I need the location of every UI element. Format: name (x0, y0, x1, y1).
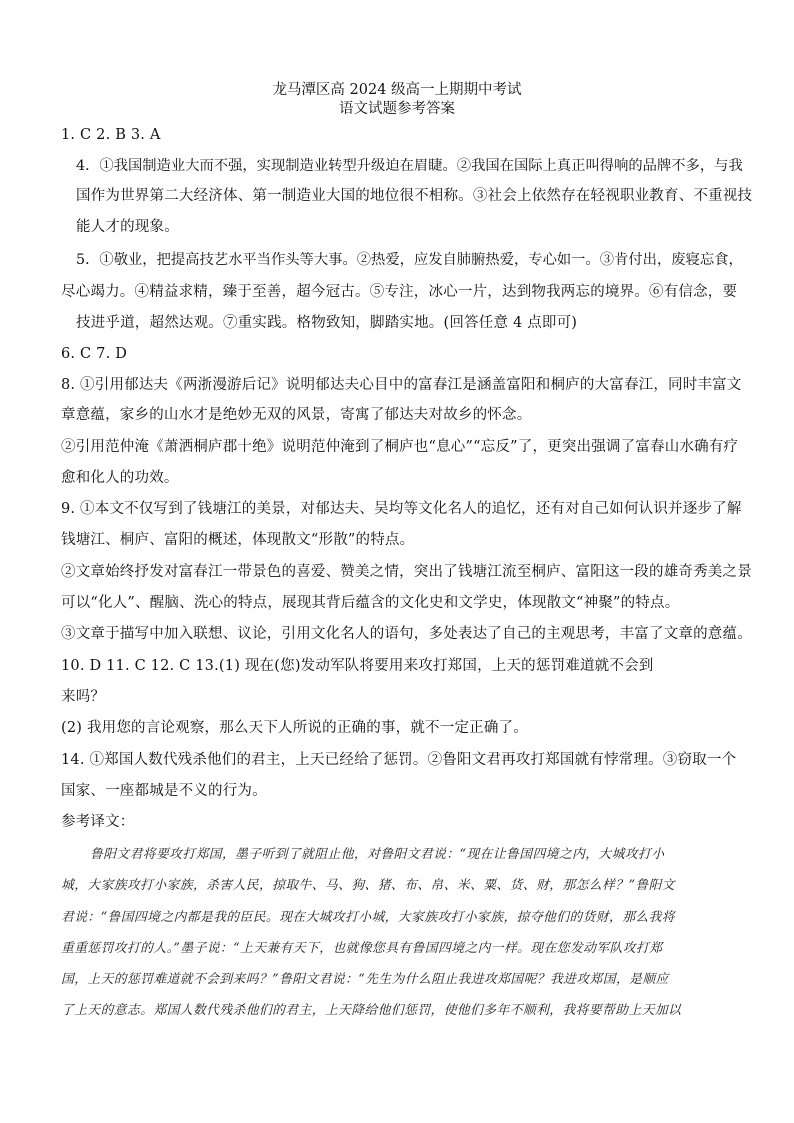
answer-line: 5．①敬业，把提高技艺水平当作头等大事。②热爱，应发自肺腑热爱，专心如一。③肯付出，废寝忘食， (76, 252, 743, 268)
answer-line: 4．①我国制造业大而不强，实现制造业转型升级迫在眉睫。②我国在国际上真正叫得响的品牌不多，与我 (76, 158, 743, 174)
answer-line: 1. C 2. B 3. A (61, 127, 161, 143)
answer-line: 能人才的现象。 (76, 219, 179, 235)
document-title: 龙马潭区高 2024 级高一上期期中考试 (272, 82, 522, 98)
answer-line: 9. ①本文不仅写到了钱塘江的美景，对郁达夫、吴均等文化名人的追忆，还有对自己如何认识并逐步了解 (61, 501, 742, 517)
answer-line: 愈和化人的功效。 (61, 470, 179, 486)
answer-line: 来吗？ (61, 689, 106, 705)
answer-line: ②文章始终抒发对富春江一带景色的喜爱、赞美之情，突出了钱塘江流至桐庐、富阳这一段的雄奇秀美之景 (61, 564, 752, 580)
answer-line: 10. D 11. C 12. C 13.(1) 现在(您)发动军队将要用来攻打郑国，上天的惩罚难道就不会到 (61, 658, 654, 674)
translation-line: 城，大家族攻打小家族，杀害人民，掠取牛、马、狗、猪、布、帛、米、粟、货、财，那怎么样？”鲁阳文 (61, 878, 675, 893)
translation-line: 国，上天的惩罚难道就不会到来吗？”鲁阳文君说：“先生为什么阻止我进攻郑国呢？我进攻郑国，是顺应 (61, 972, 669, 987)
answer-line: 章意蕴，家乡的山水才是绝妙无双的风景，寄寓了郁达夫对故乡的怀念。 (61, 407, 532, 423)
translation-line: 鲁阳文君将要攻打郑国，墨子听到了就阻止他，对鲁阳文君说：“现在让鲁国四境之内，大城攻打小 (90, 847, 665, 862)
translation-line: 君说：“鲁国四境之内都是我的臣民。现在大城攻打小城，大家族攻打小家族，掠夺他们的货财，那么我将 (61, 910, 675, 925)
translation-line: 了上天的意志。郑国人数代残杀他们的君主，上天降给他们惩罚，使他们多年不顺利，我将要帮助上天加以 (61, 1003, 682, 1018)
answer-line: ②引用范仲淹《萧洒桐庐郡十绝》说明范仲淹到了桐庐也“息心”“忘反”了，更突出强调了富春山水确有疗 (61, 439, 739, 455)
reference-translation-heading: 参考译文： (61, 814, 135, 830)
answer-line: 8. ①引用郁达夫《两浙漫游后记》说明郁达夫心目中的富春江是涵盖富阳和桐庐的大富春江，同时丰富文 (61, 377, 742, 393)
answer-line: 国家、一座都城是不义的行为。 (61, 783, 267, 799)
answer-line: 可以“化人”、醒脑、洗心的特点，展现其背后蕴含的文化史和文学史，体现散文“神聚”的特点。 (61, 595, 680, 611)
answer-line: 6. C 7. D (61, 346, 128, 362)
document-subtitle: 语文试题参考答案 (339, 101, 455, 117)
answer-line: 国作为世界第二大经济体、第一制造业大国的地位很不相称。③社会上依然存在轻视职业教育、不重视技 (76, 188, 753, 204)
answer-line: 尽心竭力。④精益求精，臻于至善，超今冠古。⑤专注，冰心一片，达到物我两忘的境界。⑥有信念，要 (61, 284, 738, 300)
answer-line: 钱塘江、桐庐、富阳的概述，体现散文“形散”的特点。 (61, 532, 415, 548)
translation-line: 重重惩罚攻打的人。”墨子说：“上天兼有天下，也就像您具有鲁国四境之内一样。现在您发动军队攻打郑 (61, 941, 663, 956)
answer-line: ③文章于描写中加入联想、议论，引用文化名人的语句，多处表达了自己的主观思考，丰富了文章的意蕴。 (61, 626, 752, 642)
answer-line: 技进乎道，超然达观。⑦重实践。格物致知，脚踏实地。(回答任意 4 点即可) (76, 315, 578, 331)
answer-line: (2) 我用您的言论观察，那么天下人所说的正确的事，就不一定正确了。 (61, 720, 528, 736)
answer-line: 14. ①郑国人数代残杀他们的君主，上天已经给了惩罚。②鲁阳文君再攻打郑国就有悖常理。③窃取一个 (61, 752, 737, 768)
